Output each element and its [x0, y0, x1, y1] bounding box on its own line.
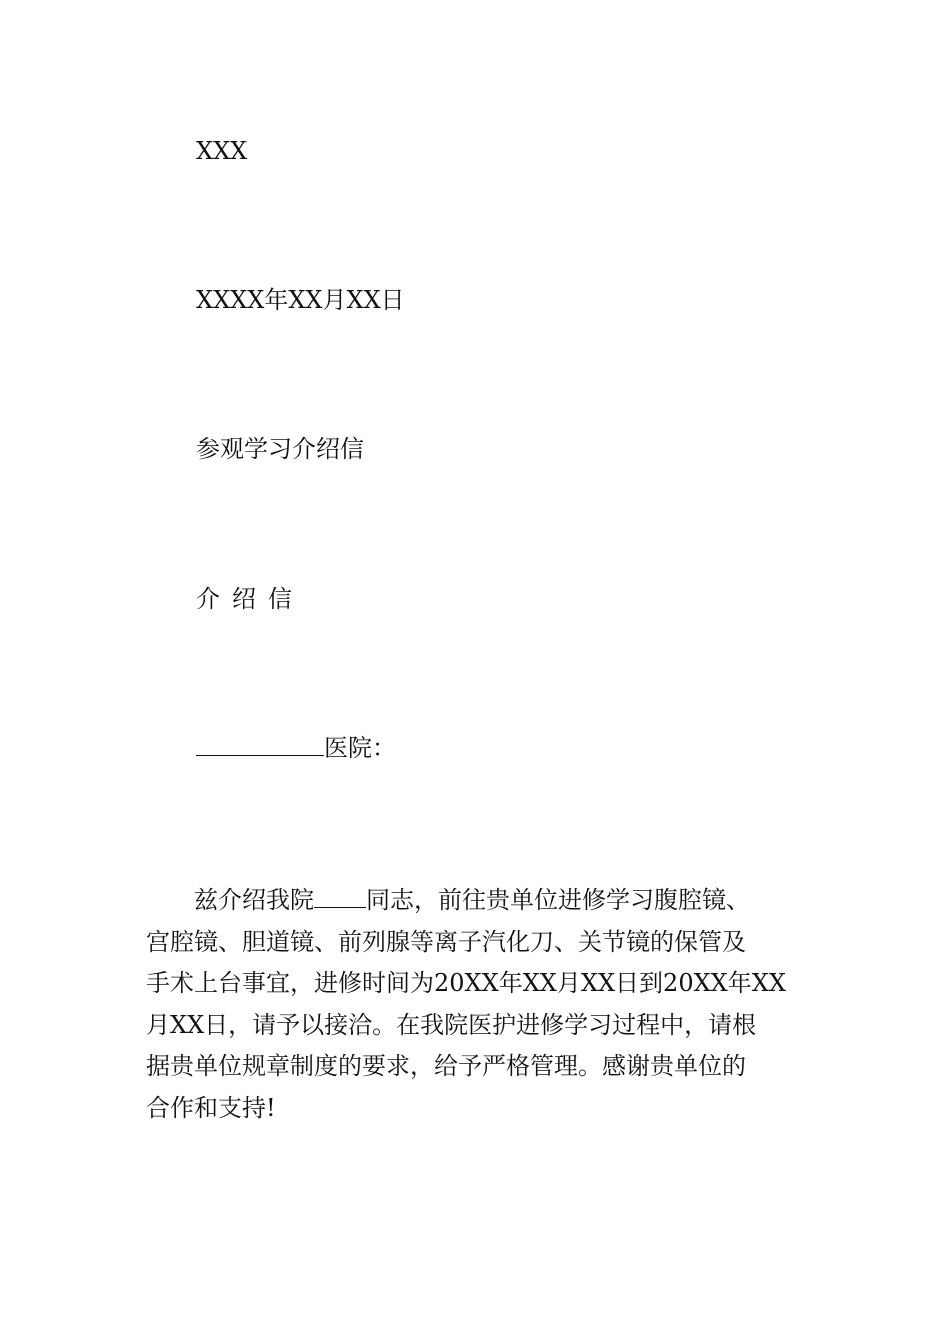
body-line: 手术上台事宜，进修时间为20XX年XX月XX日到20XX年XX [146, 969, 786, 997]
colleague-blank [314, 885, 366, 908]
body-line-end: 同志，前往贵单位进修学习腹腔镜、 [366, 886, 750, 914]
sender-name: XXX [196, 137, 248, 165]
heading-char: 绍 [232, 585, 256, 613]
body-line: 宫腔镜、胆道镜、前列腺等离子汽化刀、关节镜的保管及 [146, 927, 746, 956]
heading-char: 介 [196, 585, 220, 613]
salutation-suffix: 医院： [324, 734, 396, 762]
body-line-start: 兹介绍我院 [146, 886, 314, 914]
body-line [146, 880, 811, 922]
letter-date: XXXX年XX月XX日 [196, 286, 405, 314]
letter-heading [196, 584, 304, 614]
body-line: 合作和支持! [146, 1093, 276, 1122]
document-title: 参观学习介绍信 [196, 435, 364, 463]
body-line: 据贵单位规章制度的要求，给予严格管理。感谢贵单位的 [146, 1052, 746, 1080]
heading-char: 信 [268, 585, 292, 613]
body-line: 月XX日，请予以接洽。在我院医护进修学习过程中，请根 [146, 1010, 757, 1039]
salutation [196, 733, 396, 763]
recipient-blank [196, 733, 324, 756]
letter-body [146, 880, 811, 1129]
